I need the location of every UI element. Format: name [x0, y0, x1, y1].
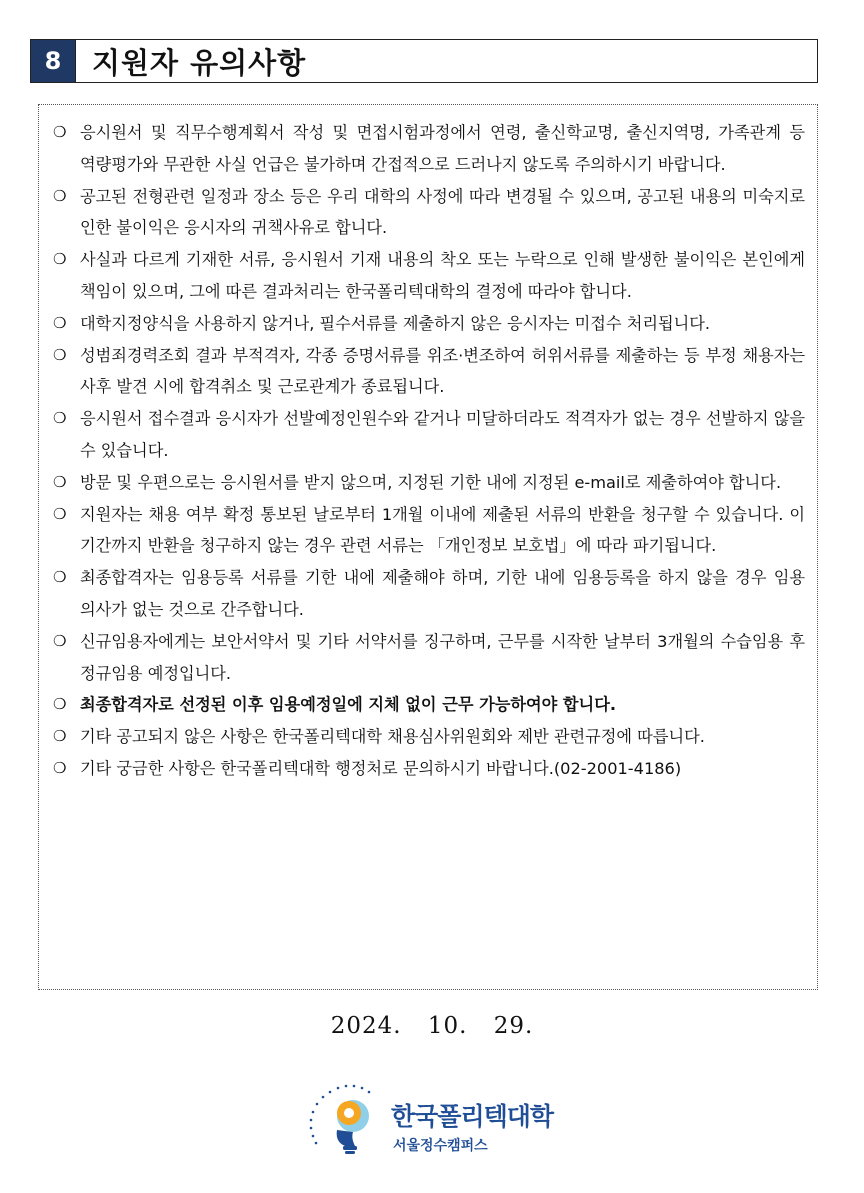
bullet-circle-icon: ❍	[53, 695, 67, 714]
notice-item	[51, 721, 805, 753]
notice-item	[51, 562, 805, 626]
notice-text: 응시원서 접수결과 응시자가 선발예정인원수와 같거나 미달하더라도 적격자가 없는 경우 선발하지 않을 수 있습니다.	[80, 409, 805, 460]
notice-text: 사실과 다르게 기재한 서류, 응시원서 기재 내용의 착오 또는 누락으로 인해 발생한 불이익은 본인에게 책임이 있으며, 그에 따른 결과처리는 한국폴리텍대학의 결정에 따라야 합니다.	[80, 250, 805, 301]
section-header	[30, 39, 818, 83]
notice-text: 기타 궁금한 사항은 한국폴리텍대학 행정처로 문의하시기 바랍니다.(02-2001-4186)	[80, 758, 682, 778]
bullet-circle-icon: ❍	[53, 313, 67, 332]
notice-item	[51, 689, 805, 721]
notice-item	[51, 467, 805, 499]
section-number: 8	[31, 40, 76, 82]
notice-item	[51, 753, 805, 785]
logo-campus-name: 서울정수캠퍼스	[393, 1138, 488, 1154]
notice-item	[51, 244, 805, 308]
notice-item	[51, 181, 805, 245]
bullet-circle-icon: ❍	[53, 631, 67, 650]
section-title: 지원자 유의사항	[92, 45, 307, 80]
notice-text: 응시원서 및 직무수행계획서 작성 및 면접시험과정에서 연령, 출신학교명, 출신지역명, 가족관계 등 역량평가와 무관한 사실 언급은 불가하며 간접적으로 드러나지 않도록 주의하시기 바랍니다.	[80, 123, 805, 174]
notice-item	[51, 340, 805, 404]
notice-list	[51, 117, 805, 785]
bullet-circle-icon: ❍	[53, 568, 67, 587]
notice-box	[38, 104, 818, 990]
notice-text: 최종합격자는 임용등록 서류를 기한 내에 제출해야 하며, 기한 내에 임용등록을 하지 않을 경우 임용 의사가 없는 것으로 간주합니다.	[80, 568, 805, 619]
notice-text: 방문 및 우편으로는 응시원서를 받지 않으며, 지정된 기한 내에 지정된 e-mail로 제출하여야 합니다.	[80, 472, 782, 492]
notice-item	[51, 499, 805, 563]
bullet-circle-icon: ❍	[53, 727, 67, 746]
bullet-circle-icon: ❍	[53, 186, 67, 205]
bullet-circle-icon: ❍	[53, 409, 67, 428]
bullet-circle-icon: ❍	[53, 758, 67, 777]
bullet-circle-icon: ❍	[53, 504, 67, 523]
polytechnics-emblem-icon	[305, 1080, 391, 1160]
notice-text: 공고된 전형관련 일정과 장소 등은 우리 대학의 사정에 따라 변경될 수 있으며, 공고된 내용의 미숙지로 인한 불이익은 응시자의 귀책사유로 합니다.	[80, 186, 805, 238]
document-date: 2024. 10. 29.	[330, 1013, 534, 1039]
university-logo	[305, 1080, 565, 1160]
bullet-circle-icon: ❍	[53, 250, 67, 269]
notice-item	[51, 626, 805, 690]
notice-text: 기타 공고되지 않은 사항은 한국폴리텍대학 채용심사위원회와 제반 관련규정에 따릅니다.	[80, 727, 705, 747]
notice-item	[51, 403, 805, 467]
notice-item	[51, 308, 805, 340]
logo-university-name: 한국폴리텍대학	[391, 1102, 554, 1131]
bullet-circle-icon: ❍	[53, 123, 67, 141]
notice-text: 지원자는 채용 여부 확정 통보된 날로부터 1개월 이내에 제출된 서류의 반환을 청구할 수 있습니다. 이 기간까지 반환을 청구하지 않는 경우 관련 서류는 「개인정보 보호법」에 따라 파기됩니다.	[80, 504, 805, 556]
notice-text: 대학지정양식을 사용하지 않거나, 필수서류를 제출하지 않은 응시자는 미접수 처리됩니다.	[80, 313, 711, 333]
notice-text: 최종합격자로 선정된 이후 임용예정일에 지체 없이 근무 가능하여야 합니다.	[80, 695, 616, 715]
notice-text: 성범죄경력조회 결과 부적격자, 각종 증명서류를 위조·변조하여 허위서류를 제출하는 등 부정 채용자는 사후 발견 시에 합격취소 및 근로관계가 종료됩니다.	[80, 345, 805, 397]
notice-item	[51, 117, 805, 181]
bullet-circle-icon: ❍	[53, 472, 67, 491]
bullet-circle-icon: ❍	[53, 345, 67, 364]
notice-text: 신규임용자에게는 보안서약서 및 기타 서약서를 징구하며, 근무를 시작한 날부터 3개월의 수습임용 후 정규임용 예정입니다.	[80, 631, 805, 683]
